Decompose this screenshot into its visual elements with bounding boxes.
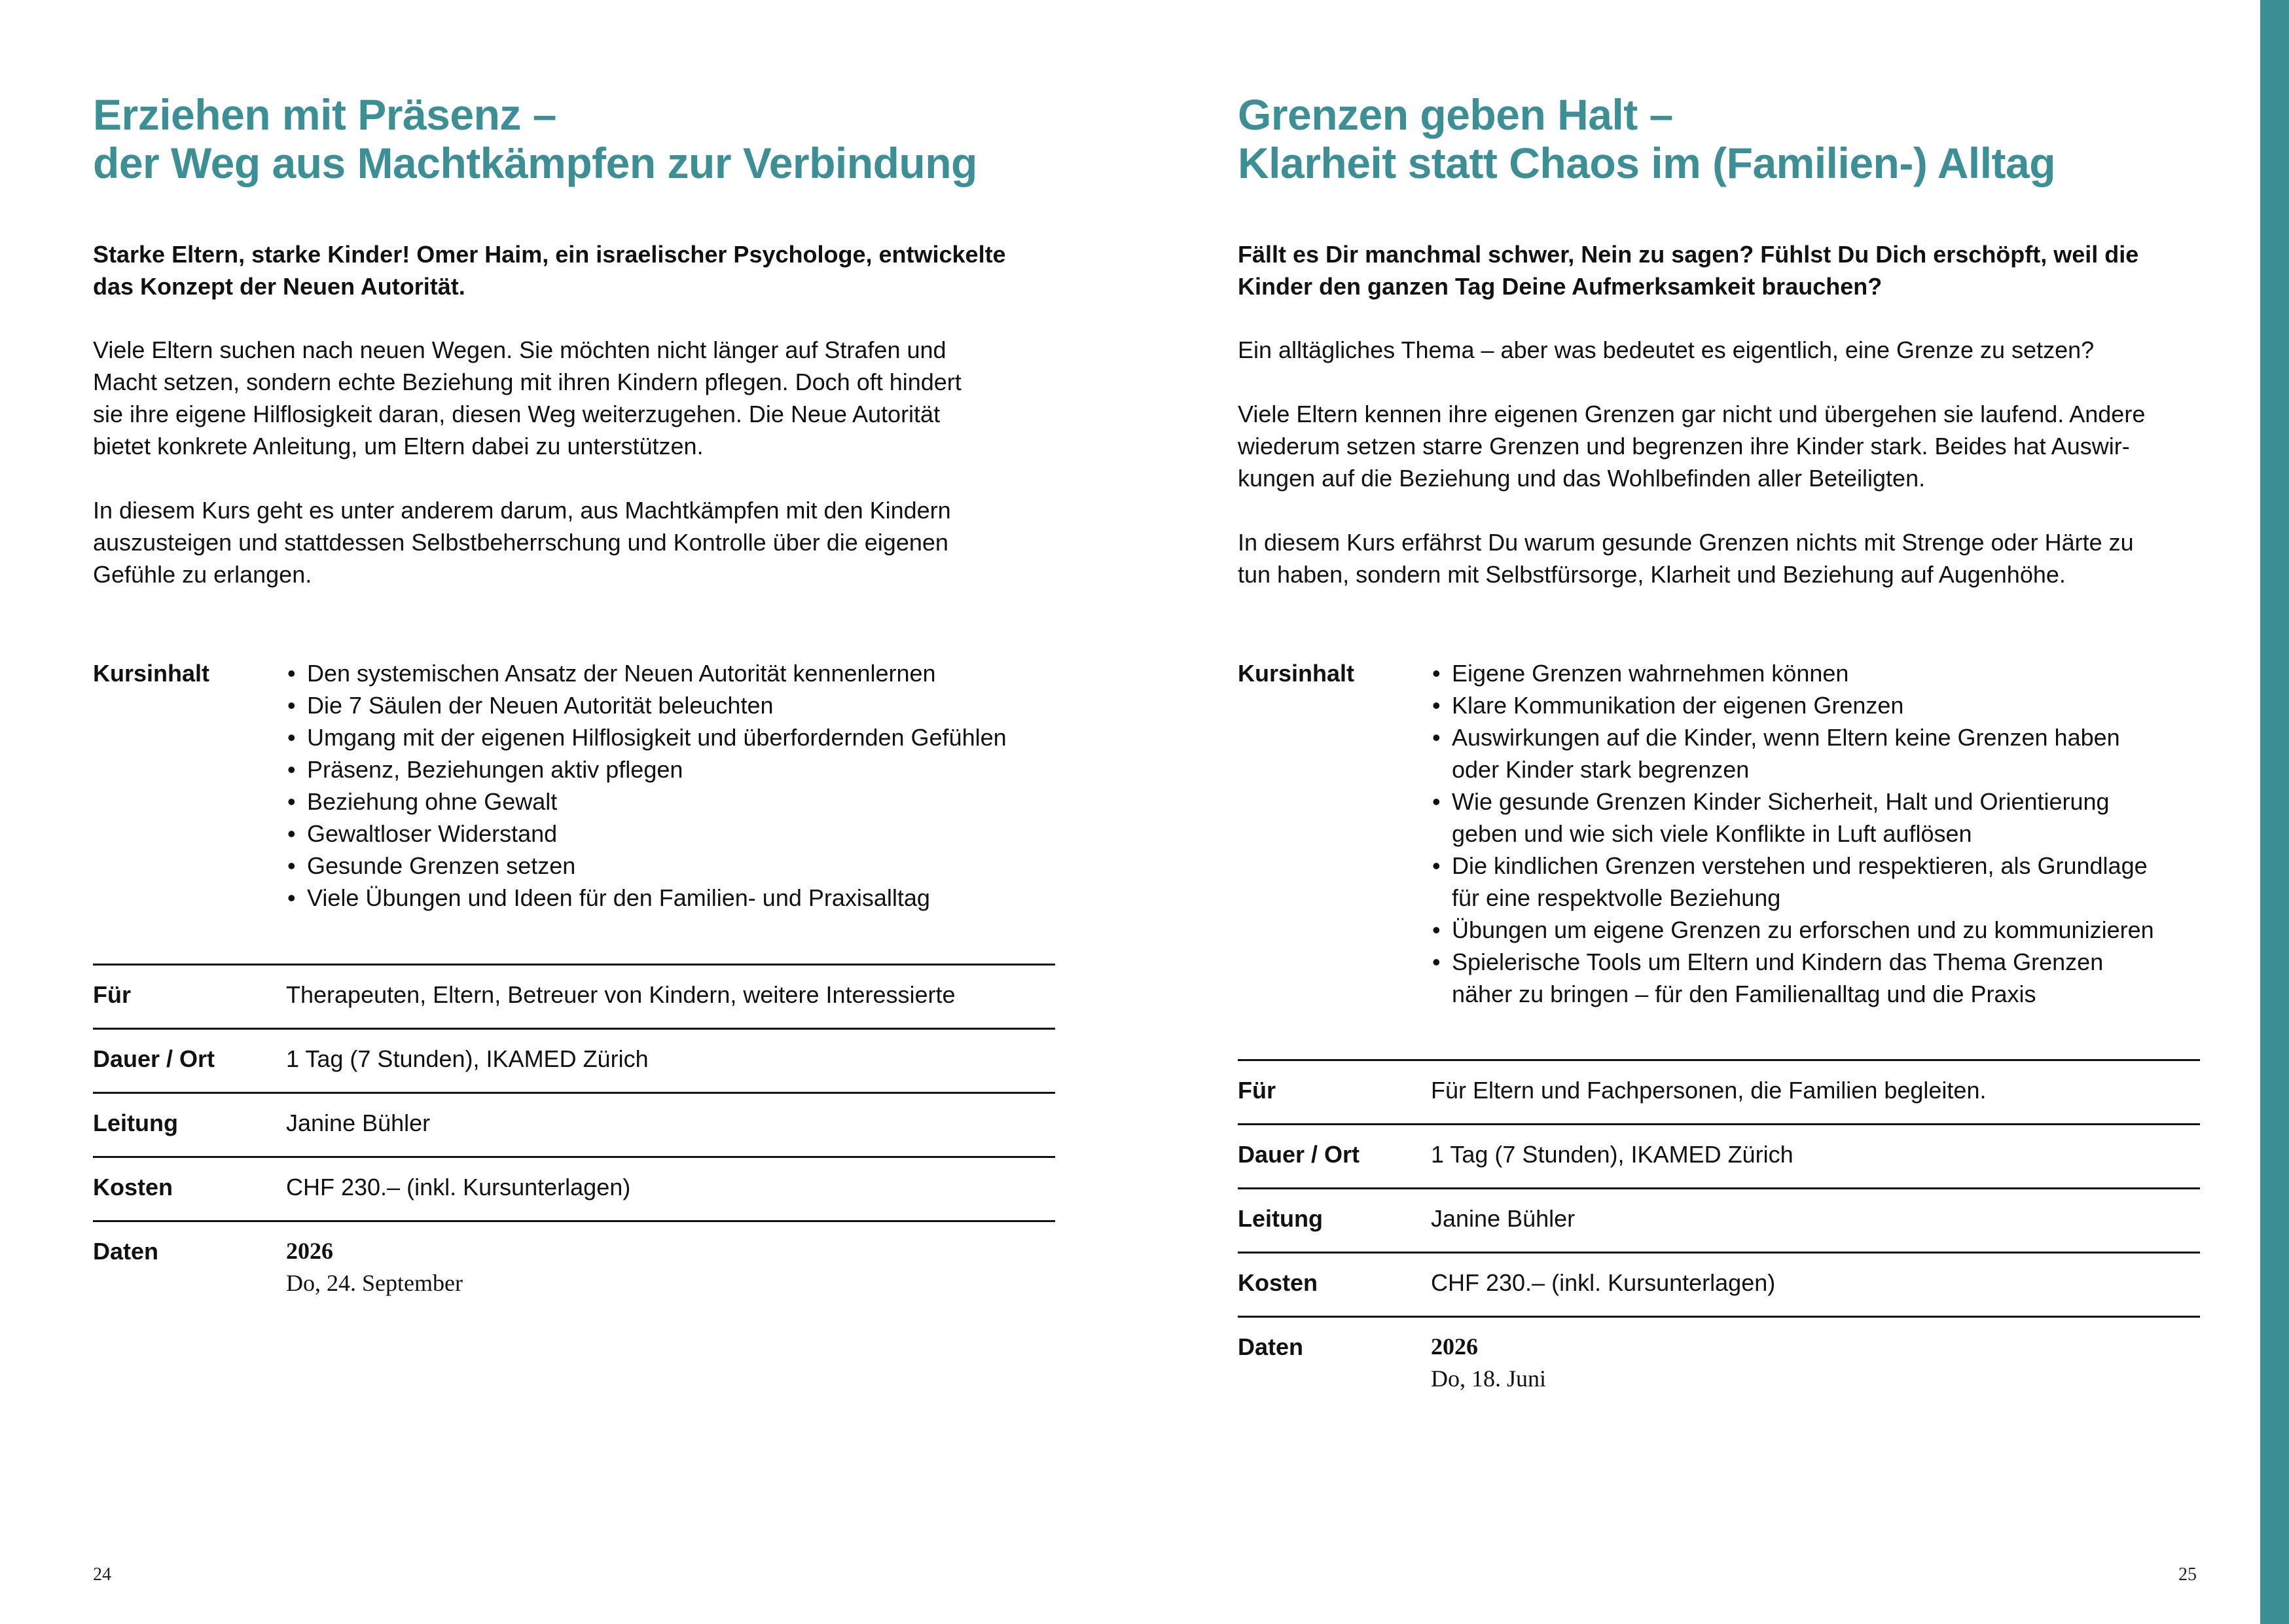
info-label: Daten (1238, 1333, 1304, 1360)
course-content-label: Kursinhalt (1238, 660, 1355, 687)
page-number: 24 (93, 1564, 111, 1585)
list-item-text: • Den systemischen Ansatz der Neuen Autorität kennenlernen (307, 660, 936, 687)
intro-paragraphs (93, 334, 1075, 623)
list-item (286, 657, 1007, 689)
info-row-daten (1238, 1316, 2200, 1409)
paragraph-line: auszusteigen und stattdessen Selbstbeherrschung und Kontrolle über die eigenen (93, 529, 948, 556)
course-content-list (1431, 657, 2154, 1010)
info-row-leitung (1238, 1187, 2200, 1252)
info-row-dauer-ort (1238, 1123, 2200, 1187)
info-row-daten (93, 1220, 1055, 1314)
list-item (1431, 914, 2154, 946)
course-title-line: der Weg aus Machtkämpfen zur Verbindung (93, 139, 977, 187)
page-number: 25 (2178, 1564, 2197, 1585)
info-value: 1 Tag (7 Stunden), IKAMED Zürich (1431, 1141, 1793, 1168)
lead-line: Kinder den ganzen Tag Deine Aufmerksamkeit brauchen? (1238, 273, 1883, 300)
list-item-text: • Gesunde Grenzen setzen (307, 852, 576, 879)
course-title-line: Klarheit statt Chaos im (Familien-) Alltag (1238, 139, 2056, 187)
paragraph-line: Macht setzen, sondern echte Beziehung mit ihren Kindern pflegen. Doch oft hindert (93, 369, 962, 395)
course-title-line: Erziehen mit Präsenz – (93, 90, 556, 139)
list-item-text: • Spielerische Tools um Eltern und Kindern das Thema Grenzen (1452, 948, 2104, 975)
lead-line: Starke Eltern, starke Kinder! Omer Haim, ein israelischer Psychologe, entwickelte (93, 241, 1006, 268)
course-info-table (93, 964, 1055, 1314)
info-value (1431, 1331, 1546, 1395)
info-row-kosten (93, 1156, 1055, 1220)
list-item-text: • Viele Übungen und Ideen für den Familien- und Praxisalltag (307, 884, 930, 911)
list-item (286, 818, 1007, 850)
info-label: Dauer / Ort (1238, 1141, 1360, 1168)
list-item (286, 785, 1007, 818)
course-title (1238, 90, 2055, 187)
list-item (286, 721, 1007, 753)
list-item-text: • Wie gesunde Grenzen Kinder Sicherheit, Halt und Orientierung (1452, 788, 2110, 815)
lead-line: das Konzept der Neuen Autorität. (93, 273, 465, 300)
course-content-label: Kursinhalt (93, 660, 210, 687)
list-item-text: • Übungen um eigene Grenzen zu erforschen und zu kommunizieren (1452, 916, 2154, 943)
paragraph-line: wiederum setzen starre Grenzen und begrenzen ihre Kinder stark. Beides hat Auswir- (1238, 433, 2130, 460)
info-row-leitung (93, 1092, 1055, 1156)
list-item-text: • Präsenz, Beziehungen aktiv pflegen (307, 756, 683, 783)
info-label: Daten (93, 1238, 159, 1265)
list-item (1431, 850, 2154, 914)
info-label: Für (93, 981, 131, 1008)
list-item (1431, 946, 2154, 1010)
paragraph-line: Viele Eltern suchen nach neuen Wegen. Sie möchten nicht länger auf Strafen und (93, 336, 946, 363)
info-value: Janine Bühler (1431, 1205, 1576, 1232)
info-label: Leitung (93, 1110, 178, 1136)
list-item (1431, 721, 2154, 785)
list-item (286, 753, 1007, 785)
paragraph-line: Viele Eltern kennen ihre eigenen Grenzen gar nicht und übergehen sie laufend. Andere (1238, 401, 2146, 427)
left-page (93, 0, 1055, 1624)
course-title-line: Grenzen geben Halt – (1238, 90, 1673, 139)
info-label: Dauer / Ort (93, 1045, 215, 1072)
lead-text (1238, 238, 2220, 302)
info-row-kosten (1238, 1252, 2200, 1316)
list-item-text: geben und wie sich viele Konflikte in Luft auflösen (1452, 820, 1972, 847)
list-item-text: • Die kindlichen Grenzen verstehen und respektieren, als Grundlage (1452, 852, 2148, 879)
info-value: 1 Tag (7 Stunden), IKAMED Zürich (286, 1045, 649, 1072)
paragraph (93, 334, 1075, 462)
info-label: Für (1238, 1077, 1276, 1104)
list-item (1431, 689, 2154, 721)
course-content-list (286, 657, 1007, 914)
list-item (1431, 785, 2154, 850)
course-title (93, 90, 977, 187)
paragraph (93, 494, 1075, 590)
list-item-text: näher zu bringen – für den Familienalltag und die Praxis (1452, 981, 2036, 1007)
paragraph (1238, 526, 2220, 590)
info-value (286, 1235, 463, 1299)
intro-paragraphs (1238, 334, 2220, 623)
paragraph-line: In diesem Kurs geht es unter anderem darum, aus Machtkämpfen mit den Kindern (93, 497, 951, 524)
info-value: Therapeuten, Eltern, Betreuer von Kindern, weitere Interessierte (286, 981, 956, 1008)
lead-line: Fällt es Dir manchmal schwer, Nein zu sagen? Fühlst Du Dich erschöpft, weil die (1238, 241, 2139, 268)
date-year: 2026 (1431, 1333, 1478, 1360)
paragraph (1238, 334, 2220, 366)
info-row-fuer (1238, 1059, 2200, 1123)
list-item (286, 689, 1007, 721)
info-label: Leitung (1238, 1205, 1323, 1232)
paragraph-line: Ein alltägliches Thema – aber was bedeutet es eigentlich, eine Grenze zu setzen? (1238, 336, 2095, 363)
info-label: Kosten (1238, 1269, 1318, 1296)
paragraph-line: sie ihre eigene Hilflosigkeit daran, diesen Weg weiterzugehen. Die Neue Autorität (93, 401, 941, 427)
list-item-text: • Eigene Grenzen wahrnehmen können (1452, 660, 1849, 687)
list-item-text: • Die 7 Säulen der Neuen Autorität beleuchten (307, 692, 774, 719)
date-value: Do, 18. Juni (1431, 1365, 1547, 1392)
list-item (1431, 657, 2154, 689)
info-value: Janine Bühler (286, 1110, 431, 1136)
paragraph-line: tun haben, sondern mit Selbstfürsorge, Klarheit und Beziehung auf Augenhöhe. (1238, 561, 2066, 588)
date-value: Do, 24. September (286, 1270, 463, 1296)
list-item-text: • Auswirkungen auf die Kinder, wenn Eltern keine Grenzen haben (1452, 724, 2120, 751)
info-row-fuer (93, 964, 1055, 1028)
lead-text (93, 238, 1075, 302)
list-item-text: • Gewaltloser Widerstand (307, 820, 558, 847)
page-edge-accent-bar (2260, 0, 2289, 1624)
list-item-text: für eine respektvolle Beziehung (1452, 884, 1781, 911)
info-value: Für Eltern und Fachpersonen, die Familien begleiten. (1431, 1077, 1987, 1104)
list-item (286, 882, 1007, 914)
paragraph-line: kungen auf die Beziehung und das Wohlbefinden aller Beteiligten. (1238, 465, 1926, 492)
list-item-text: • Beziehung ohne Gewalt (307, 788, 558, 815)
paragraph-line: In diesem Kurs erfährst Du warum gesunde Grenzen nichts mit Strenge oder Härte zu (1238, 529, 2134, 556)
date-year: 2026 (286, 1238, 333, 1264)
list-item-text: • Umgang mit der eigenen Hilflosigkeit und überfordernden Gefühlen (307, 724, 1007, 751)
list-item-text: • Klare Kommunikation der eigenen Grenzen (1452, 692, 1904, 719)
info-row-dauer-ort (93, 1028, 1055, 1092)
right-page (1238, 0, 2200, 1624)
info-label: Kosten (93, 1174, 173, 1200)
course-info-table (1238, 1059, 2200, 1409)
paragraph-line: Gefühle zu erlangen. (93, 561, 312, 588)
paragraph (1238, 398, 2220, 494)
list-item-text: oder Kinder stark begrenzen (1452, 756, 1750, 783)
list-item (286, 850, 1007, 882)
paragraph-line: bietet konkrete Anleitung, um Eltern dabei zu unterstützen. (93, 433, 704, 460)
info-value: CHF 230.– (inkl. Kursunterlagen) (1431, 1269, 1776, 1296)
info-value: CHF 230.– (inkl. Kursunterlagen) (286, 1174, 631, 1200)
